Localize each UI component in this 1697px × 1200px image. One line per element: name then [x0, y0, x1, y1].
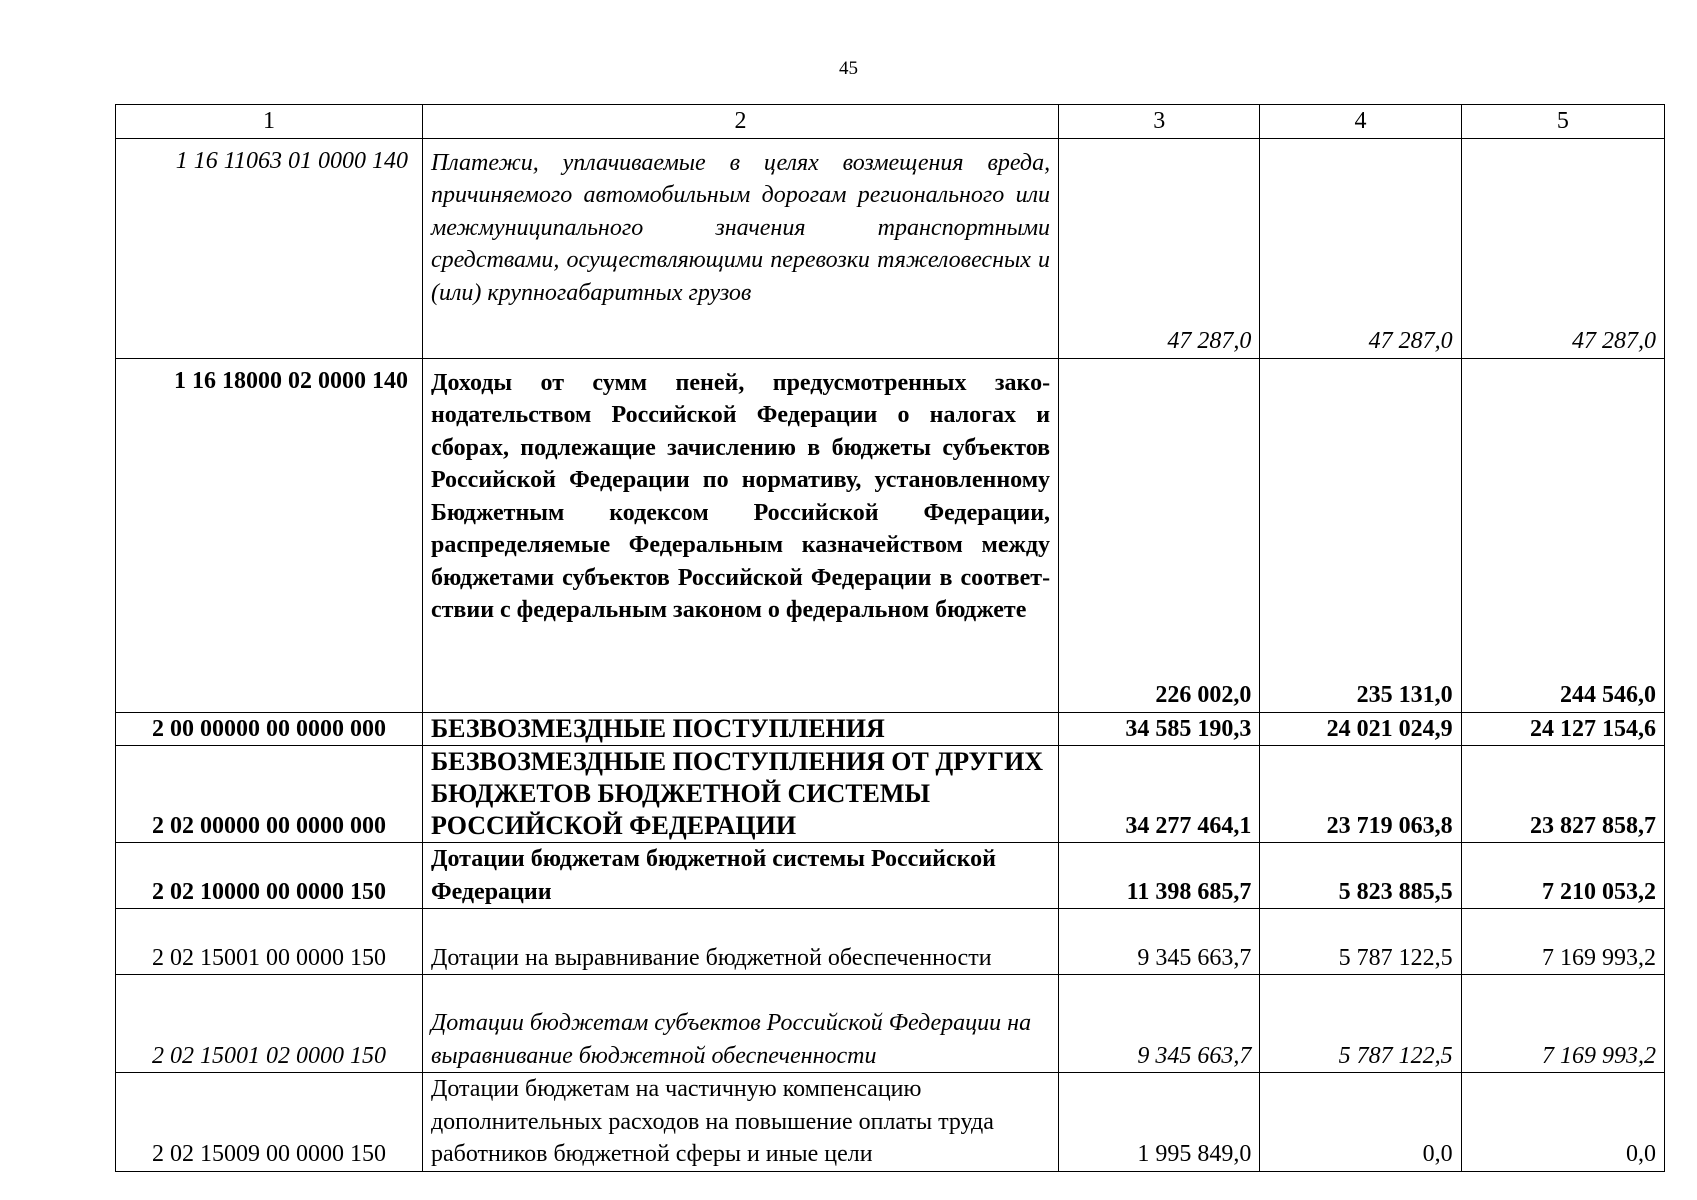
- table-row: [116, 746, 1665, 843]
- description-cell: БЕЗВОЗМЕЗДНЫЕ ПОСТУПЛЕНИЯ ОТ ДРУГИХ БЮДЖЕТОВ БЮДЖЕТНОЙ СИСТЕМЫ РОССИЙСКОЙ ФЕДЕРАЦИИ: [422, 746, 1058, 843]
- amount-col4-cell: 5 787 122,5: [1260, 909, 1461, 975]
- amount-col3-cell: 47 287,0: [1059, 138, 1260, 358]
- amount-col5-cell: 7 169 993,2: [1461, 909, 1664, 975]
- table-row: [116, 138, 1665, 358]
- page-number: 45: [839, 58, 858, 79]
- column-header-3: 3: [1059, 105, 1260, 139]
- table-header-row: [116, 105, 1665, 139]
- budget-code-cell: 2 00 00000 00 0000 000: [116, 712, 423, 746]
- amount-col4-cell: 23 719 063,8: [1260, 746, 1461, 843]
- amount-col5-cell: 24 127 154,6: [1461, 712, 1664, 746]
- amount-col4-cell: 5 823 885,5: [1260, 843, 1461, 909]
- budget-code-cell: 2 02 15001 00 0000 150: [116, 909, 423, 975]
- budget-code-cell: 2 02 00000 00 0000 000: [116, 746, 423, 843]
- table-row: [116, 975, 1665, 1073]
- amount-col5-cell: 47 287,0: [1461, 138, 1664, 358]
- table-row: [116, 1073, 1665, 1172]
- table-row: [116, 843, 1665, 909]
- amount-col4-cell: 0,0: [1260, 1073, 1461, 1172]
- amount-col3-cell: 9 345 663,7: [1059, 909, 1260, 975]
- budget-code-cell: 2 02 15009 00 0000 150: [116, 1073, 423, 1172]
- amount-col4-cell: 47 287,0: [1260, 138, 1461, 358]
- amount-col3-cell: 11 398 685,7: [1059, 843, 1260, 909]
- description-cell: БЕЗВОЗМЕЗДНЫЕ ПОСТУПЛЕНИЯ: [422, 712, 1058, 746]
- description-cell: Платежи, уплачиваемые в целях возмещения вреда, причиняемого автомобильным дорогам регионального или межмуниципального значения транспортными средствами, осуществляющими перевозки тяжеловесных и (или) крупногабаритных грузов: [422, 138, 1058, 358]
- amount-col3-cell: 34 585 190,3: [1059, 712, 1260, 746]
- column-header-2: 2: [422, 105, 1058, 139]
- table-row: [116, 358, 1665, 712]
- table-row: [116, 909, 1665, 975]
- description-cell: Дотации бюджетам на частичную компенсацию дополнительных расходов на повышение оплаты труда работников бюджетной сферы и иные цели: [422, 1073, 1058, 1172]
- amount-col3-cell: 226 002,0: [1059, 358, 1260, 712]
- amount-col5-cell: 7 169 993,2: [1461, 975, 1664, 1073]
- table-row: [116, 712, 1665, 746]
- column-header-1: 1: [116, 105, 423, 139]
- budget-code-cell: 1 16 11063 01 0000 140: [116, 138, 423, 358]
- budget-revenue-table: [115, 104, 1665, 1172]
- description-cell: Доходы от сумм пеней, предусмотренных законодательством Российской Федерации о налогах и сборах, подлежащие зачислению в бюджеты субъектов Российской Федерации по нормативу, установленному Бюджетным кодексом Российской Федерации, распределяемые Федеральным казначейством между бюджетами субъектов Российской Федерации в соответствии с федеральным законом о федеральном бюджете: [422, 358, 1058, 712]
- amount-col5-cell: 23 827 858,7: [1461, 746, 1664, 843]
- budget-code-cell: 2 02 15001 02 0000 150: [116, 975, 423, 1073]
- amount-col3-cell: 34 277 464,1: [1059, 746, 1260, 843]
- column-header-5: 5: [1461, 105, 1664, 139]
- budget-code-cell: 2 02 10000 00 0000 150: [116, 843, 423, 909]
- column-header-4: 4: [1260, 105, 1461, 139]
- amount-col5-cell: 244 546,0: [1461, 358, 1664, 712]
- amount-col4-cell: 5 787 122,5: [1260, 975, 1461, 1073]
- description-cell: Дотации бюджетам субъектов Российской Федерации на выравнивание бюджетной обеспеченности: [422, 975, 1058, 1073]
- budget-code-cell: 1 16 18000 02 0000 140: [116, 358, 423, 712]
- description-cell: Дотации на выравнивание бюджетной обеспеченности: [422, 909, 1058, 975]
- description-cell: Дотации бюджетам бюджетной системы Российской Федерации: [422, 843, 1058, 909]
- amount-col3-cell: 1 995 849,0: [1059, 1073, 1260, 1172]
- amount-col5-cell: 7 210 053,2: [1461, 843, 1664, 909]
- amount-col4-cell: 235 131,0: [1260, 358, 1461, 712]
- amount-col5-cell: 0,0: [1461, 1073, 1664, 1172]
- amount-col3-cell: 9 345 663,7: [1059, 975, 1260, 1073]
- amount-col4-cell: 24 021 024,9: [1260, 712, 1461, 746]
